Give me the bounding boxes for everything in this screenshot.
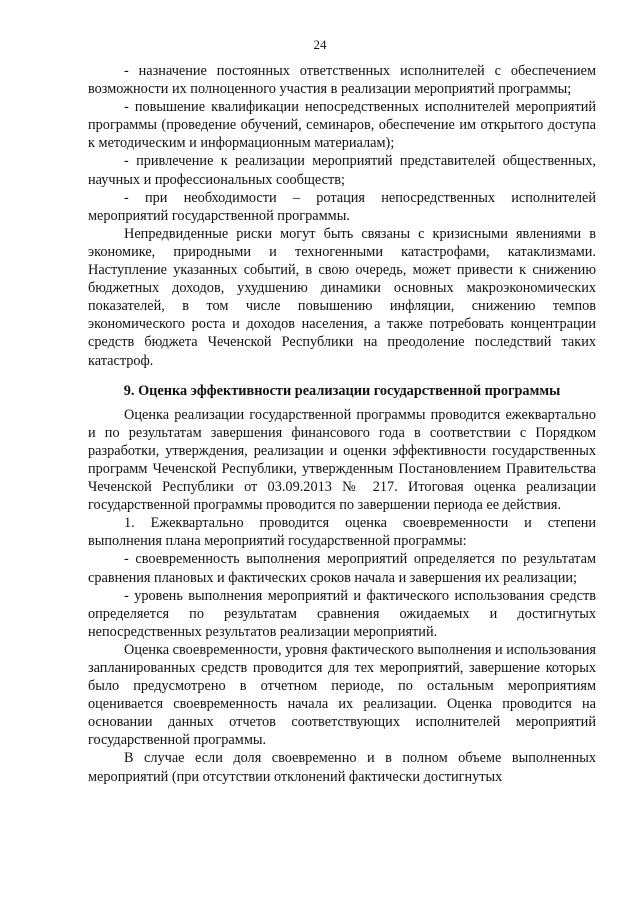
paragraph-bullet-2: - повышение квалификации непосредственных исполнителей мероприятий программы (проведение обучений, семинаров, обеспечение им открытого доступа к методическим и информационным материалам); [88, 99, 596, 152]
paragraph-bullet-1: - назначение постоянных ответственных исполнителей с обеспечением возможности их полноценного участия в реализации мероприятий программы; [88, 63, 596, 98]
paragraph-share: В случае если доля своевременно и в полном объеме выполненных мероприятий (при отсутствии отклонений фактически достигнутых [88, 750, 596, 785]
paragraph-bullet-3: - привлечение к реализации мероприятий представителей общественных, научных и профессиональных сообществ; [88, 153, 596, 188]
section-heading: 9. Оценка эффективности реализации государственной программы [123, 382, 561, 399]
paragraph-bullet-4: - при необходимости – ротация непосредственных исполнителей мероприятий государственной программы. [88, 189, 596, 224]
paragraph-timeliness: - своевременность выполнения мероприятий определяется по результатам сравнения плановых и фактических сроков начала и завершения их реализации; [88, 551, 596, 586]
paragraph-evaluation: Оценка своевременности, уровня фактического выполнения и использования запланированных средств проводится для тех мероприятий, завершение которых было предусмотрено в отчетном периоде, по остальным мероприятиям оценивается своевременность начала их реализации. Оценка проводится на основании данных отчетов соответствующих исполнителей мероприятий государственной программы. [88, 641, 596, 749]
paragraph-level: - уровень выполнения мероприятий и фактического использования средств определяется по результатам сравнения ожидаемых и достигнутых непосредственных результатов реализации мероприятий. [88, 587, 596, 640]
page-number: 24 [313, 37, 327, 52]
paragraph-assessment: Оценка реализации государственной программы проводится ежеквартально и по результатам завершения финансового года в соответствии с Порядком разработки, утверждения, реализации и оценки эффективности государственных программ Чеченской Республики, утвержденным Постановлением Правительства Чеченской Республики от 03.09.2013 № 217. Итоговая оценка реализации государственной программы проводится по завершении периода ее действия. [88, 406, 596, 514]
document-body [88, 62, 596, 786]
paragraph-risks: Непредвиденные риски могут быть связаны с кризисными явлениями в экономике, природными и техногенными катастрофами, катаклизмами. Наступление указанных событий, в свою очередь, может привести к снижению бюджетных доходов, ухудшению динамики основных макроэкономических показателей, в том числе повышению инфляции, снижению темпов экономического роста и доходов населения, а также потребовать концентрации средств бюджета Чеченской Республики на преодоление последствий таких катастроф. [88, 225, 596, 369]
paragraph-quarterly: 1. Ежеквартально проводится оценка своевременности и степени выполнения плана мероприятий государственной программы: [88, 515, 596, 550]
